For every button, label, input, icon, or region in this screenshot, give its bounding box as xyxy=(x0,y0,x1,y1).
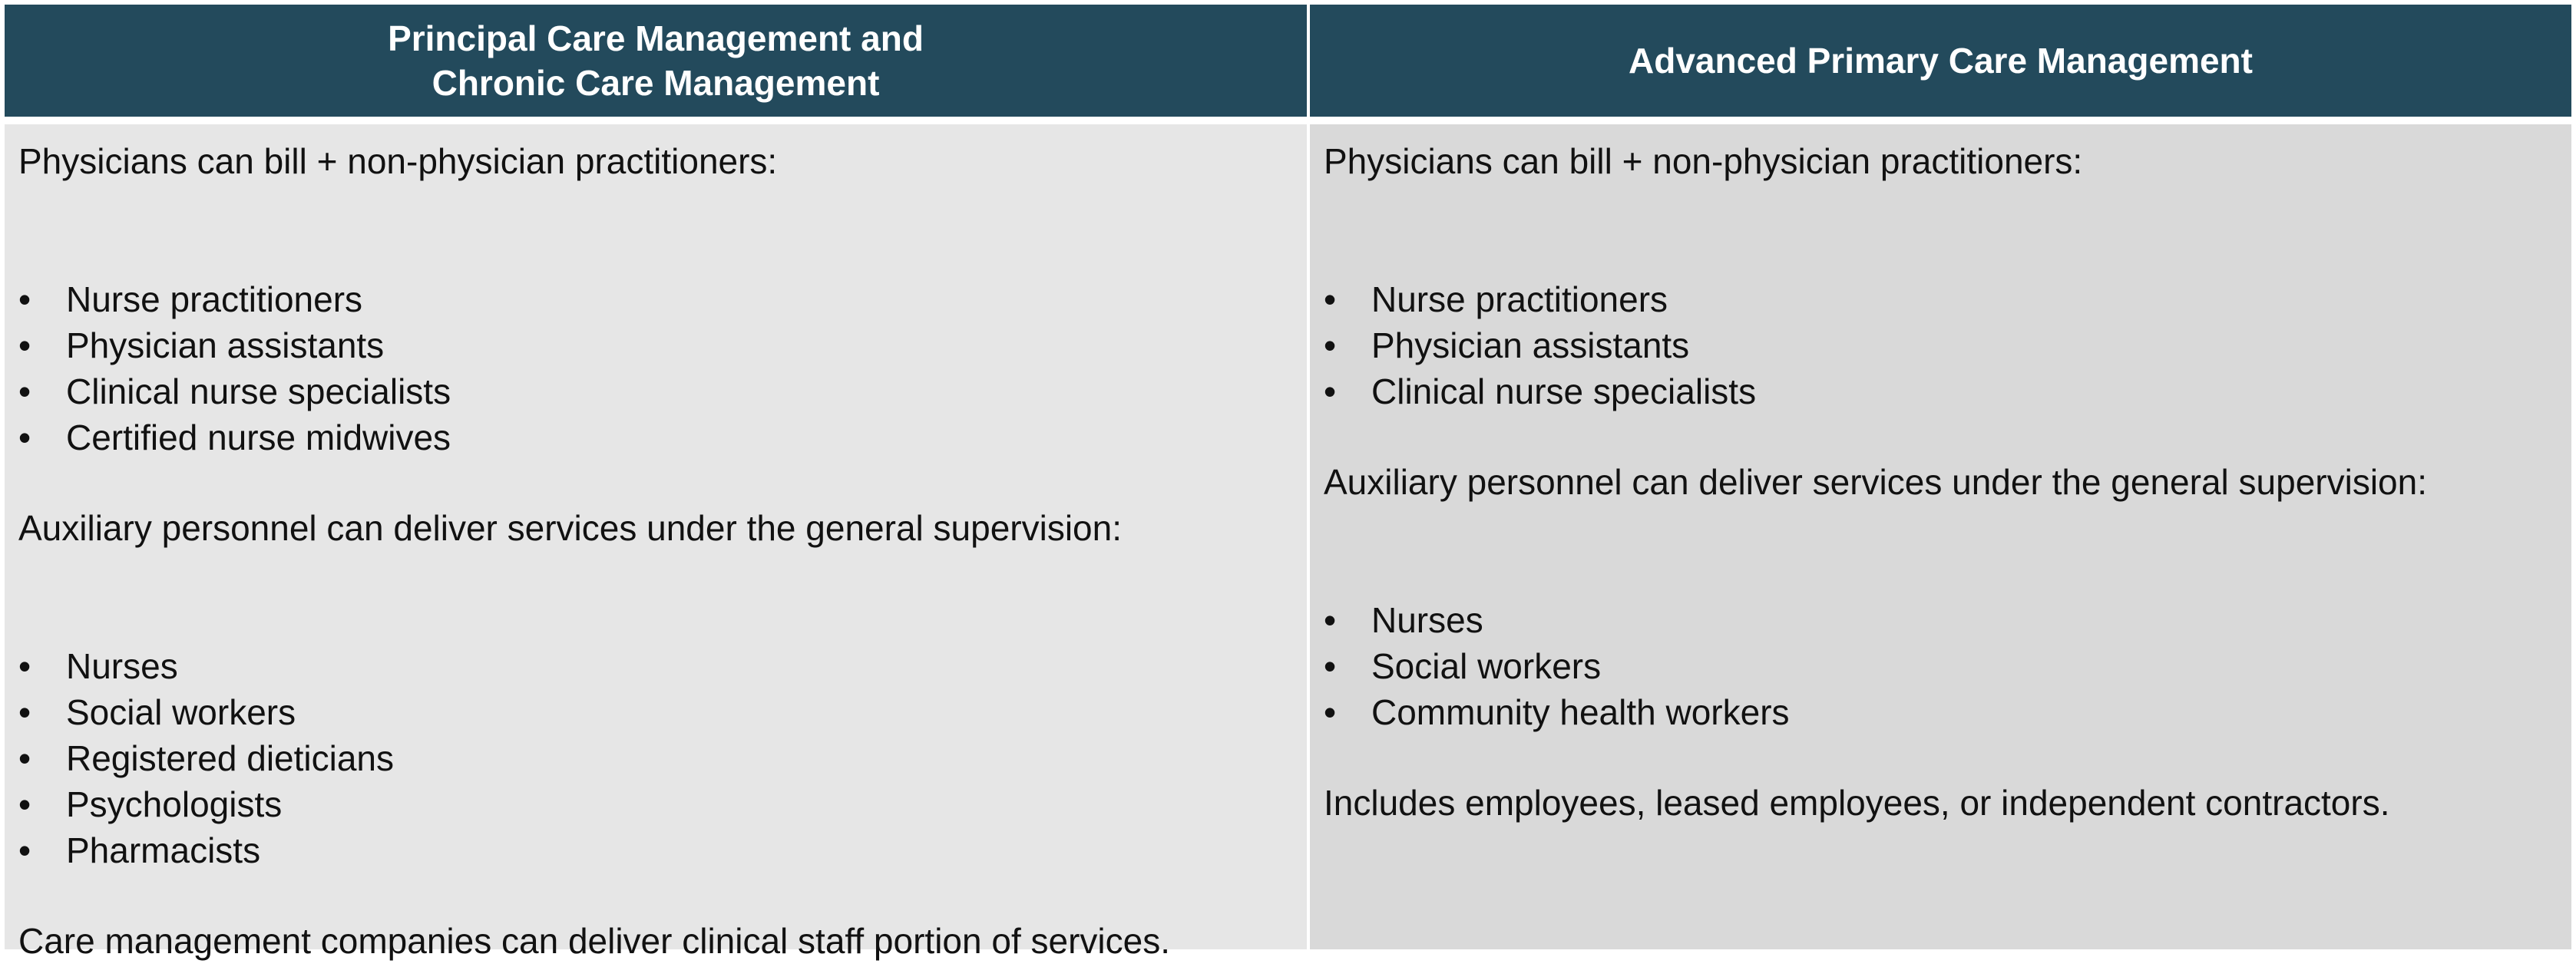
bullet-icon: • xyxy=(1324,279,1337,319)
bullet-icon: • xyxy=(18,279,31,319)
bullet-icon: • xyxy=(1324,325,1337,365)
list-item: • Community health workers xyxy=(1324,689,2558,735)
list-item: • Psychologists xyxy=(18,781,1293,827)
left-auxiliary-list xyxy=(18,643,1293,873)
bullet-icon: • xyxy=(1324,371,1337,411)
left-footer-note: Care management companies can deliver clinical staff portion of services. xyxy=(18,921,1170,961)
header-advanced-primary-care xyxy=(1310,5,2571,117)
bullet-icon: • xyxy=(18,371,31,411)
cell-principal-chronic-care xyxy=(5,124,1307,961)
bullet-icon: • xyxy=(18,692,31,732)
list-item: • Nurse practitioners xyxy=(1324,276,2558,322)
list-item: • Clinical nurse specialists xyxy=(1324,368,2558,414)
header-left-line1: Principal Care Management and xyxy=(388,18,924,58)
right-practitioner-list xyxy=(1324,276,2558,414)
bullet-icon: • xyxy=(1324,692,1337,732)
list-item: • Nurse practitioners xyxy=(18,276,1293,322)
right-auxiliary-list xyxy=(1324,597,2558,735)
list-item: • Physician assistants xyxy=(1324,322,2558,368)
bullet-icon: • xyxy=(18,325,31,365)
list-item: • Pharmacists xyxy=(18,827,1293,873)
comparison-table xyxy=(5,5,2571,961)
bullet-icon: • xyxy=(18,646,31,686)
list-item: • Registered dieticians xyxy=(18,735,1293,781)
right-footer-note: Includes employees, leased employees, or independent contractors. xyxy=(1324,783,2390,823)
header-right-title: Advanced Primary Care Management xyxy=(1629,41,2253,81)
right-intro: Physicians can bill + non-physician practitioners: xyxy=(1324,141,2083,181)
list-item: • Nurses xyxy=(1324,597,2558,643)
bullet-icon: • xyxy=(1324,646,1337,686)
left-auxiliary-intro: Auxiliary personnel can deliver services under the general supervision: xyxy=(18,508,1122,548)
list-item: • Physician assistants xyxy=(18,322,1293,368)
list-item: • Clinical nurse specialists xyxy=(18,368,1293,414)
list-item: • Social workers xyxy=(18,689,1293,735)
right-auxiliary-intro: Auxiliary personnel can deliver services under the general supervision: xyxy=(1324,462,2427,502)
bullet-icon: • xyxy=(18,830,31,870)
header-principal-chronic-care xyxy=(5,5,1307,117)
header-divider xyxy=(5,117,2571,124)
bullet-icon: • xyxy=(1324,600,1337,640)
list-item: • Social workers xyxy=(1324,643,2558,689)
bullet-icon: • xyxy=(18,738,31,778)
bullet-icon: • xyxy=(18,417,31,457)
header-left-line2: Chronic Care Management xyxy=(432,63,880,103)
list-item: • Certified nurse midwives xyxy=(18,414,1293,460)
left-intro: Physicians can bill + non-physician practitioners: xyxy=(18,141,778,181)
left-practitioner-list xyxy=(18,276,1293,460)
list-item: • Nurses xyxy=(18,643,1293,689)
cell-advanced-primary-care xyxy=(1310,124,2571,949)
bullet-icon: • xyxy=(18,784,31,824)
